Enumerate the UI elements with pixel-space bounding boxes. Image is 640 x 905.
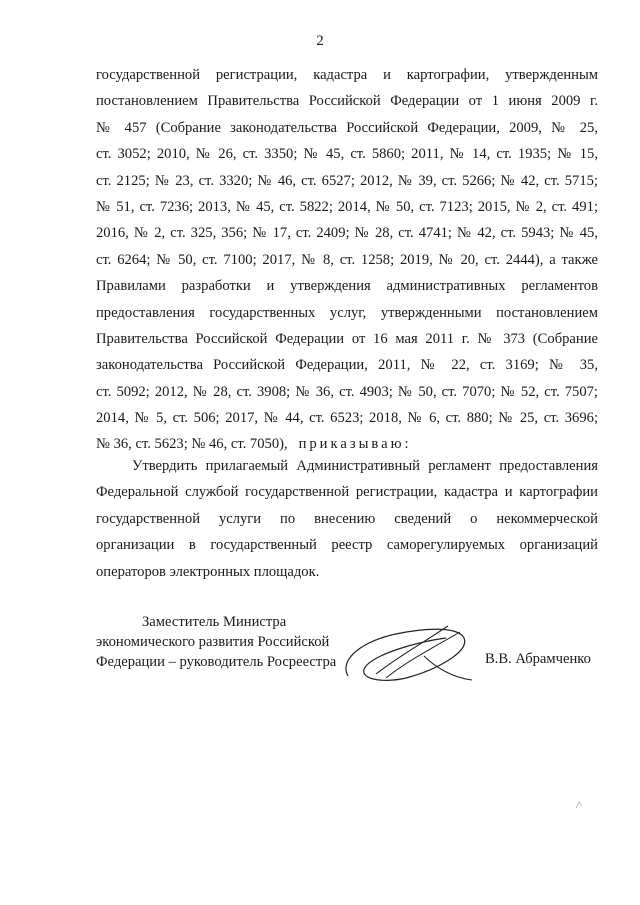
text-line: № 457 (Собрание законодательства Российской Федерации, 2009, № 25, xyxy=(96,119,598,136)
signatory-line: экономического развития Российской xyxy=(96,634,330,650)
order-word: приказываю: xyxy=(298,436,412,453)
text-line: законодательства Российской Федерации, 2011, № 22, ст. 3169; № 35, xyxy=(96,357,598,374)
text-line: государственной услуги по внесению сведений о некоммерческой xyxy=(96,510,598,527)
signatory-line: Заместитель Министра xyxy=(142,614,287,630)
text-line: Правилами разработки и утверждения административных регламентов xyxy=(96,278,598,295)
signatory-line: Федерации – руководитель Росреестра xyxy=(96,654,337,670)
scan-mark xyxy=(574,800,584,810)
text-line: Утвердить прилагаемый Административный регламент предоставления xyxy=(132,458,598,474)
text-line: 2014, № 5, ст. 506; 2017, № 44, ст. 6523; 2018, № 6, ст. 880; № 25, ст. 3696; xyxy=(96,410,598,427)
text-line: организации в государственный реестр саморегулируемых организаций xyxy=(96,537,598,554)
text-line: постановлением Правительства Российской Федерации от 1 июня 2009 г. xyxy=(96,93,598,110)
text-line: № 51, ст. 7236; 2013, № 45, ст. 5822; 2014, № 50, ст. 7123; 2015, № 2, ст. 491; xyxy=(96,198,598,215)
text-line: Правительства Российской Федерации от 16 мая 2011 г. № 373 (Собрание xyxy=(96,330,598,347)
text-line: предоставления государственных услуг, утвержденными постановлением xyxy=(96,304,598,321)
text-line: 2016, № 2, ст. 325, 356; № 17, ст. 2409; № 28, ст. 4741; № 42, ст. 5943; № 45, xyxy=(96,225,598,242)
text-line: ст. 2125; № 23, ст. 3320; № 46, ст. 6527; 2012, № 39, ст. 5266; № 42, ст. 5715; xyxy=(96,172,598,189)
paragraph-order xyxy=(96,453,598,585)
signatory-name: В.В. Абрамченко xyxy=(485,651,591,667)
signatory-title xyxy=(96,612,336,672)
text-line: государственной регистрации, кадастра и картографии, утвержденным xyxy=(96,67,598,83)
text-line: операторов электронных площадок. xyxy=(96,563,320,580)
text-line: ст. 6264; № 50, ст. 7100; 2017, № 8, ст. 1258; 2019, № 20, ст. 2444), а также xyxy=(96,251,598,268)
page-number: 2 xyxy=(316,33,324,49)
citation-tail: № 36, ст. 5623; № 46, ст. 7050), xyxy=(96,436,288,453)
text-line: ст. 5092; 2012, № 28, ст. 3908; № 36, ст. 4903; № 50, ст. 7070; № 52, ст. 7507; xyxy=(96,383,598,400)
handwritten-signature xyxy=(336,618,476,688)
text-line: ст. 3052; 2010, № 26, ст. 3350; № 45, ст. 5860; 2011, № 14, ст. 1935; № 15, xyxy=(96,146,598,163)
text-line: Федеральной службой государственной регистрации, кадастра и картографии xyxy=(96,484,598,501)
paragraph-legal-basis xyxy=(96,62,598,458)
